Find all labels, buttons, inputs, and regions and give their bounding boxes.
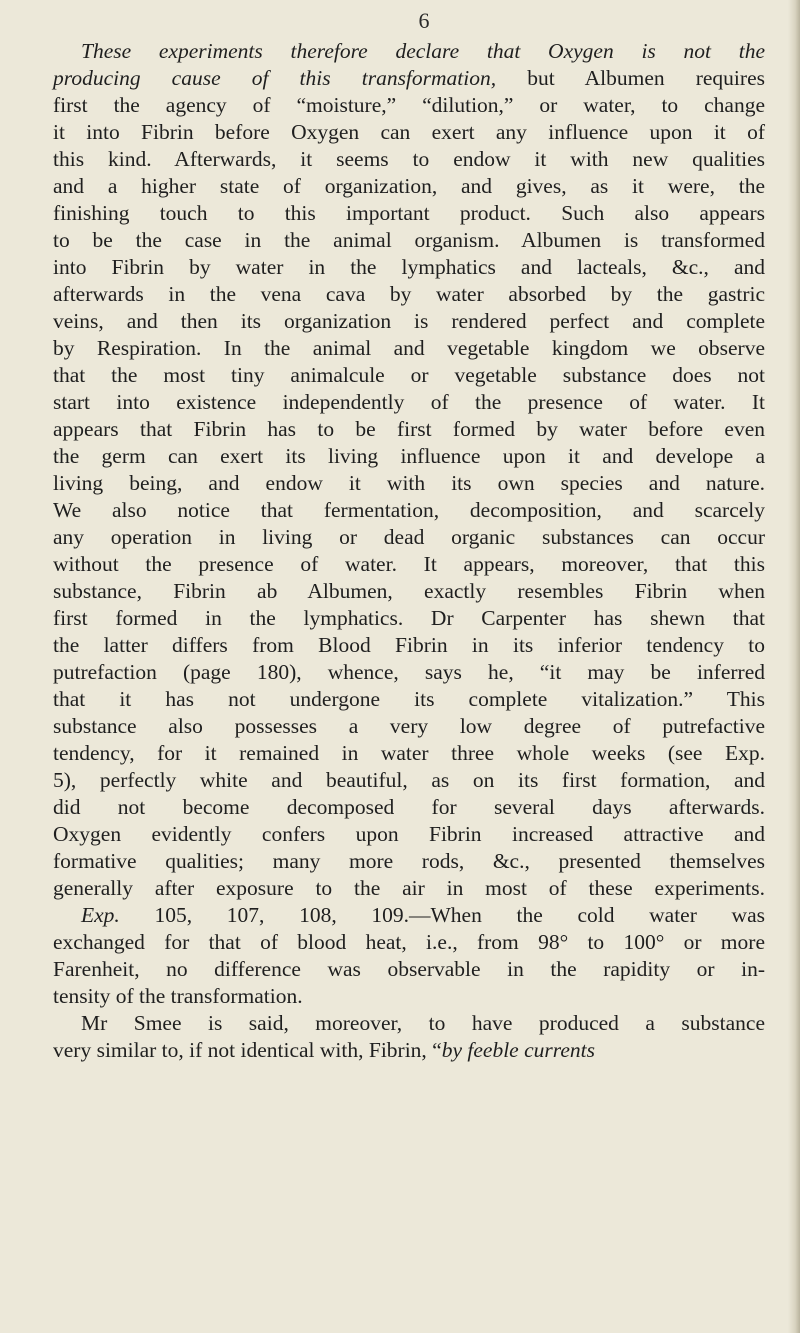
text-line — [53, 146, 765, 173]
text-segment: but Albumen requires — [496, 66, 765, 90]
text-segment: veins, and then its organization is rendered perfect and complete — [53, 309, 765, 333]
text-line — [53, 956, 765, 983]
text-line — [53, 686, 765, 713]
text-line — [53, 254, 765, 281]
text-line — [53, 794, 765, 821]
text-segment: into Fibrin by water in the lymphatics and lacteals, &c., and — [53, 255, 765, 279]
text-segment: it into Fibrin before Oxygen can exert any influence upon it of — [53, 120, 765, 144]
text-segment: that it has not undergone its complete vitalization.” This — [53, 687, 765, 711]
text-segment: generally after exposure to the air in most of these experiments. — [53, 876, 765, 900]
text-line — [53, 848, 765, 875]
text-segment: substance, Fibrin ab Albumen, exactly resembles Fibrin when — [53, 579, 765, 603]
text-line — [53, 767, 765, 794]
text-line — [53, 1010, 765, 1037]
text-segment: living being, and endow it with its own species and nature. — [53, 471, 765, 495]
text-segment: 5), perfectly white and beautiful, as on its first formation, and — [53, 768, 765, 792]
text-segment: 105, 107, 108, 109.—When the cold water was — [119, 903, 765, 927]
text-segment: start into existence independently of the presence of water. It — [53, 390, 765, 414]
text-segment: did not become decomposed for several days afterwards. — [53, 795, 765, 819]
text-line — [53, 416, 765, 443]
text-line — [53, 821, 765, 848]
text-segment: appears that Fibrin has to be first formed by water before even — [53, 417, 765, 441]
text-line — [53, 605, 765, 632]
text-line — [53, 389, 765, 416]
text-line — [53, 470, 765, 497]
text-segment: first the agency of “moisture,” “dilution,” or water, to change — [53, 93, 765, 117]
text-segment: putrefaction (page 180), whence, says he, “it may be inferred — [53, 660, 765, 684]
text-segment: finishing touch to this important product. Such also appears — [53, 201, 765, 225]
text-line — [53, 740, 765, 767]
page-edge-shadow — [788, 0, 800, 1333]
text-line — [53, 335, 765, 362]
text-line — [53, 659, 765, 686]
text-line — [53, 119, 765, 146]
text-segment: without the presence of water. It appears, moreover, that this — [53, 552, 765, 576]
body-text — [53, 38, 765, 1064]
text-line — [53, 92, 765, 119]
text-segment: to be the case in the animal organism. Albumen is transformed — [53, 228, 765, 252]
text-line — [53, 875, 765, 902]
text-line — [53, 173, 765, 200]
text-segment: Farenheit, no difference was observable in the rapidity or in- — [53, 957, 765, 981]
text-line — [53, 227, 765, 254]
text-line — [53, 443, 765, 470]
text-line — [53, 983, 765, 1010]
text-line — [53, 632, 765, 659]
text-line — [53, 200, 765, 227]
text-segment: Oxygen evidently confers upon Fibrin increased attractive and — [53, 822, 765, 846]
text-line — [53, 551, 765, 578]
text-segment: tensity of the transformation. — [53, 984, 303, 1008]
text-segment: exchanged for that of blood heat, i.e., from 98° to 100° or more — [53, 930, 765, 954]
italic-text: These experiments therefore declare that Oxygen is not the — [81, 39, 765, 63]
text-line — [53, 497, 765, 524]
text-line — [53, 578, 765, 605]
text-line — [53, 362, 765, 389]
text-segment: any operation in living or dead organic substances can occur — [53, 525, 765, 549]
text-line — [53, 65, 765, 92]
text-segment: formative qualities; many more rods, &c., presented themselves — [53, 849, 765, 873]
text-segment: afterwards in the vena cava by water absorbed by the gastric — [53, 282, 765, 306]
italic-text: producing cause of this transformation, — [53, 66, 497, 90]
text-segment: first formed in the lymphatics. Dr Carpenter has shewn that — [53, 606, 765, 630]
italic-text: Exp. — [81, 903, 120, 927]
text-line — [53, 1037, 765, 1064]
text-segment: very similar to, if not identical with, Fibrin, “ — [53, 1038, 442, 1062]
italic-text: by feeble currents — [441, 1038, 595, 1062]
text-segment: and a higher state of organization, and gives, as it were, the — [53, 174, 765, 198]
text-segment: We also notice that fermentation, decomposition, and scarcely — [53, 498, 765, 522]
text-segment: the germ can exert its living influence upon it and develope a — [53, 444, 765, 468]
page-number: 6 — [418, 8, 430, 33]
text-line — [53, 38, 765, 65]
text-segment: tendency, for it remained in water three whole weeks (see Exp. — [53, 741, 765, 765]
text-line — [53, 308, 765, 335]
text-segment: Mr Smee is said, moreover, to have produced a substance — [81, 1011, 765, 1035]
text-segment: substance also possesses a very low degree of putrefactive — [53, 714, 765, 738]
text-line — [53, 524, 765, 551]
text-segment: that the most tiny animalcule or vegetable substance does not — [53, 363, 765, 387]
text-segment: the latter differs from Blood Fibrin in its inferior tendency to — [53, 633, 765, 657]
text-segment: by Respiration. In the animal and vegetable kingdom we observe — [53, 336, 765, 360]
text-line — [53, 902, 765, 929]
text-line — [53, 713, 765, 740]
text-segment: this kind. Afterwards, it seems to endow it with new qualities — [53, 147, 765, 171]
text-line — [53, 929, 765, 956]
text-line — [53, 281, 765, 308]
